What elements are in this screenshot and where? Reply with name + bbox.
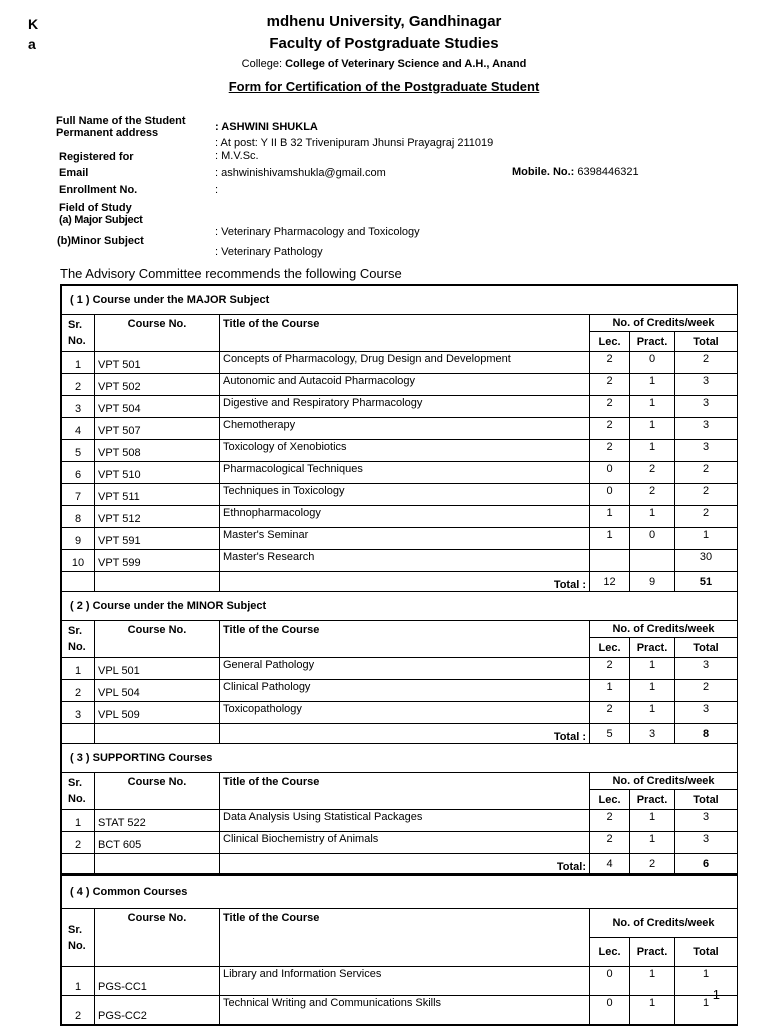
course-title: Digestive and Respiratory Pharmacology: [220, 396, 590, 418]
supporting-total-row: [62, 854, 738, 875]
sr-number: 8: [62, 506, 95, 528]
empty-cell: [62, 572, 95, 592]
mobile-label: Mobile. No.:: [512, 166, 578, 178]
course-title: Autonomic and Autacoid Pharmacology: [220, 374, 590, 396]
major-course-row: [62, 440, 738, 462]
minor-subject-value: : Veterinary Pathology: [215, 246, 323, 258]
sr-header-line: Sr.: [68, 923, 83, 936]
supporting-total-label: Total:: [220, 854, 590, 875]
supporting-sr-header: [62, 773, 95, 810]
header-initial-k: K: [28, 16, 39, 32]
course-code: VPT 502: [95, 374, 220, 396]
sr-number: 1: [62, 658, 95, 680]
major-course-row: [62, 550, 738, 572]
course-code: VPT 507: [95, 418, 220, 440]
lecture-credits: 2: [590, 352, 630, 374]
lecture-credits: 1: [590, 506, 630, 528]
minor-sr-header: [62, 621, 95, 658]
practical-credits: 2: [630, 462, 675, 484]
faculty-name: Faculty of Postgraduate Studies: [269, 35, 499, 52]
common-section-title: ( 4 ) Common Courses: [62, 875, 738, 909]
sr-number: 9: [62, 528, 95, 550]
course-code: VPT 599: [95, 550, 220, 572]
empty-cell: [62, 724, 95, 744]
lecture-credits: 0: [590, 967, 630, 996]
enrollment-label: Enrollment No.: [59, 184, 138, 196]
course-title: Techniques in Toxicology: [220, 484, 590, 506]
practical-credits: 1: [630, 374, 675, 396]
major-course-row: [62, 462, 738, 484]
supporting-course-no-header: Course No.: [95, 773, 220, 810]
supporting-total-header: Total: [675, 790, 738, 810]
practical-credits: 1: [630, 996, 675, 1025]
common-lec-header: Lec.: [590, 938, 630, 967]
total-credits: 2: [675, 352, 738, 374]
supporting-course-row: [62, 832, 738, 854]
course-code: VPT 511: [95, 484, 220, 506]
total-credits: 2: [675, 484, 738, 506]
lecture-credits: 0: [590, 484, 630, 506]
major-subject-value: : Veterinary Pharmacology and Toxicology: [215, 226, 420, 238]
major-total-label: Total :: [220, 572, 590, 592]
practical-credits: 0: [630, 528, 675, 550]
mobile-line: [512, 166, 639, 178]
course-title: Toxicology of Xenobiotics: [220, 440, 590, 462]
supporting-total-pract: 2: [630, 854, 675, 875]
email-label: Email: [59, 167, 89, 179]
lecture-credits: 0: [590, 996, 630, 1025]
minor-total-row: [62, 724, 738, 744]
total-credits: 30: [675, 550, 738, 572]
registered-value: : M.V.Sc.: [215, 150, 259, 162]
registered-label: Registered for: [59, 151, 134, 163]
supporting-section-title: ( 3 ) SUPPORTING Courses: [62, 744, 738, 773]
no-header-line: No.: [68, 939, 86, 952]
minor-header-row: [62, 621, 738, 638]
practical-credits: 1: [630, 967, 675, 996]
course-title: Data Analysis Using Statistical Packages: [220, 810, 590, 832]
no-header-line: No.: [68, 335, 86, 347]
common-credits-header: No. of Credits/week: [590, 909, 738, 938]
supporting-header-row: [62, 773, 738, 790]
major-title-row: [62, 286, 738, 315]
sr-header-line: Sr.: [68, 319, 83, 331]
lecture-credits: 2: [590, 396, 630, 418]
sr-number: 6: [62, 462, 95, 484]
sr-number: 2: [62, 374, 95, 396]
course-title: Clinical Biochemistry of Animals: [220, 832, 590, 854]
supporting-credits-header: No. of Credits/week: [590, 773, 738, 790]
lecture-credits: [590, 550, 630, 572]
practical-credits: 1: [630, 396, 675, 418]
major-sr-header: [62, 315, 95, 352]
common-course-row: [62, 996, 738, 1025]
practical-credits: 0: [630, 352, 675, 374]
major-course-row: [62, 528, 738, 550]
total-credits: 2: [675, 680, 738, 702]
enrollment-value: :: [215, 184, 219, 196]
major-course-row: [62, 484, 738, 506]
lecture-credits: 2: [590, 440, 630, 462]
minor-subject-label: (b)Minor Subject: [57, 235, 144, 247]
practical-credits: 1: [630, 506, 675, 528]
minor-total-label: Total :: [220, 724, 590, 744]
course-code: PGS-CC2: [95, 996, 220, 1025]
email-value: : ashwinishivamshukla@gmail.com: [215, 167, 386, 179]
major-course-row: [62, 352, 738, 374]
minor-section-title: ( 2 ) Course under the MINOR Subject: [62, 592, 738, 621]
sr-number: 1: [62, 810, 95, 832]
major-lec-header: Lec.: [590, 332, 630, 352]
course-code: BCT 605: [95, 832, 220, 854]
common-course-row: [62, 967, 738, 996]
empty-cell: [95, 724, 220, 744]
practical-credits: [630, 550, 675, 572]
supporting-total-credits: 6: [675, 854, 738, 875]
course-title: General Pathology: [220, 658, 590, 680]
page-number: 1: [712, 987, 720, 1002]
practical-credits: 1: [630, 658, 675, 680]
major-course-row: [62, 374, 738, 396]
sr-number: 5: [62, 440, 95, 462]
sr-number: 3: [62, 702, 95, 724]
empty-cell: [95, 854, 220, 875]
course-code: PGS-CC1: [95, 967, 220, 996]
major-total-lec: 12: [590, 572, 630, 592]
course-code: VPT 591: [95, 528, 220, 550]
minor-course-no-header: Course No.: [95, 621, 220, 658]
total-credits: 1: [675, 528, 738, 550]
course-title: Master's Seminar: [220, 528, 590, 550]
advisory-statement: The Advisory Committee recommends the following Course: [60, 266, 402, 281]
course-title: Chemotherapy: [220, 418, 590, 440]
course-title: Clinical Pathology: [220, 680, 590, 702]
course-code: VPL 509: [95, 702, 220, 724]
course-table-body: [62, 286, 738, 1025]
supporting-title-row: [62, 744, 738, 773]
course-code: VPT 501: [95, 352, 220, 374]
minor-total-lec: 5: [590, 724, 630, 744]
college-label: College:: [241, 58, 286, 70]
course-code: VPT 504: [95, 396, 220, 418]
sr-number: 1: [62, 352, 95, 374]
major-credits-header: No. of Credits/week: [590, 315, 738, 332]
minor-total-header: Total: [675, 638, 738, 658]
course-title: Library and Information Services: [220, 967, 590, 996]
sr-header-line: Sr.: [68, 625, 83, 637]
lecture-credits: 2: [590, 374, 630, 396]
address-label: Permanent address: [56, 127, 159, 139]
address-value: : At post: Y II B 32 Trivenipuram Jhunsi Prayagraj 211019: [215, 137, 494, 149]
lecture-credits: 2: [590, 810, 630, 832]
common-course-no-header: Course No.: [95, 909, 220, 967]
lecture-credits: 2: [590, 418, 630, 440]
major-pract-header: Pract.: [630, 332, 675, 352]
minor-pract-header: Pract.: [630, 638, 675, 658]
form-title: Form for Certification of the Postgraduate Student: [228, 79, 540, 94]
major-total-header: Total: [675, 332, 738, 352]
minor-credits-header: No. of Credits/week: [590, 621, 738, 638]
major-course-row: [62, 418, 738, 440]
total-credits: 2: [675, 462, 738, 484]
total-credits: 3: [675, 702, 738, 724]
major-course-title-header: Title of the Course: [220, 315, 590, 352]
supporting-course-row: [62, 810, 738, 832]
common-pract-header: Pract.: [630, 938, 675, 967]
minor-total-credits: 8: [675, 724, 738, 744]
course-code: STAT 522: [95, 810, 220, 832]
course-title: Technical Writing and Communications Skills: [220, 996, 590, 1025]
sr-number: 2: [62, 832, 95, 854]
course-title: Ethnopharmacology: [220, 506, 590, 528]
course-title: Master's Research: [220, 550, 590, 572]
total-credits: 3: [675, 832, 738, 854]
course-title: Toxicopathology: [220, 702, 590, 724]
practical-credits: 1: [630, 702, 675, 724]
mobile-value: 6398446321: [577, 166, 639, 178]
practical-credits: 2: [630, 484, 675, 506]
supporting-lec-header: Lec.: [590, 790, 630, 810]
major-total-credits: 51: [675, 572, 738, 592]
empty-cell: [62, 854, 95, 875]
common-sr-header: [62, 909, 95, 967]
no-header-line: No.: [68, 793, 86, 805]
lecture-credits: 2: [590, 832, 630, 854]
practical-credits: 1: [630, 832, 675, 854]
practical-credits: 1: [630, 418, 675, 440]
supporting-total-lec: 4: [590, 854, 630, 875]
full-name-label: Full Name of the Student: [56, 115, 186, 127]
total-credits: 3: [675, 418, 738, 440]
minor-title-row: [62, 592, 738, 621]
total-credits: 3: [675, 658, 738, 680]
total-credits: 3: [675, 396, 738, 418]
university-name: mdhenu University, Gandhinagar: [266, 13, 502, 30]
major-course-no-header: Course No.: [95, 315, 220, 352]
college-name: College of Veterinary Science and A.H., Anand: [285, 58, 527, 70]
minor-course-row: [62, 658, 738, 680]
course-table: [61, 285, 738, 1025]
practical-credits: 1: [630, 680, 675, 702]
sr-number: 2: [62, 680, 95, 702]
college-line: [0, 58, 768, 70]
supporting-pract-header: Pract.: [630, 790, 675, 810]
practical-credits: 1: [630, 440, 675, 462]
sr-number: 7: [62, 484, 95, 506]
sr-number: 2: [62, 996, 95, 1025]
sr-number: 10: [62, 550, 95, 572]
total-credits: 3: [675, 810, 738, 832]
course-title: Concepts of Pharmacology, Drug Design and Development: [220, 352, 590, 374]
major-course-row: [62, 396, 738, 418]
course-title: Pharmacological Techniques: [220, 462, 590, 484]
major-subject-label: (a) Major Subject: [59, 214, 143, 226]
course-code: VPT 510: [95, 462, 220, 484]
major-header-row: [62, 315, 738, 332]
sr-number: 3: [62, 396, 95, 418]
course-code: VPL 501: [95, 658, 220, 680]
total-credits: 3: [675, 374, 738, 396]
major-total-row: [62, 572, 738, 592]
minor-course-title-header: Title of the Course: [220, 621, 590, 658]
sr-number: 1: [62, 967, 95, 996]
empty-cell: [95, 572, 220, 592]
course-code: VPL 504: [95, 680, 220, 702]
lecture-credits: 2: [590, 658, 630, 680]
lecture-credits: 1: [590, 528, 630, 550]
no-header-line: No.: [68, 641, 86, 653]
lecture-credits: 1: [590, 680, 630, 702]
major-total-pract: 9: [630, 572, 675, 592]
total-credits: 1: [675, 967, 738, 996]
sr-header-line: Sr.: [68, 777, 83, 789]
major-section-title: ( 1 ) Course under the MAJOR Subject: [62, 286, 738, 315]
common-course-title-header: Title of the Course: [220, 909, 590, 967]
full-name-value: : ASHWINI SHUKLA: [215, 121, 318, 133]
total-credits: 3: [675, 440, 738, 462]
lecture-credits: 2: [590, 702, 630, 724]
minor-total-pract: 3: [630, 724, 675, 744]
field-of-study-label: Field of Study: [59, 202, 132, 214]
lecture-credits: 0: [590, 462, 630, 484]
major-course-row: [62, 506, 738, 528]
minor-course-row: [62, 702, 738, 724]
course-code: VPT 512: [95, 506, 220, 528]
minor-lec-header: Lec.: [590, 638, 630, 658]
total-credits: 1: [675, 996, 738, 1025]
common-header-row: [62, 909, 738, 938]
header-initial-a: a: [28, 36, 36, 52]
sr-number: 4: [62, 418, 95, 440]
supporting-course-title-header: Title of the Course: [220, 773, 590, 810]
course-table-wrapper: [60, 284, 738, 1026]
practical-credits: 1: [630, 810, 675, 832]
common-total-header: Total: [675, 938, 738, 967]
common-title-row: [62, 875, 738, 909]
minor-course-row: [62, 680, 738, 702]
course-code: VPT 508: [95, 440, 220, 462]
total-credits: 2: [675, 506, 738, 528]
